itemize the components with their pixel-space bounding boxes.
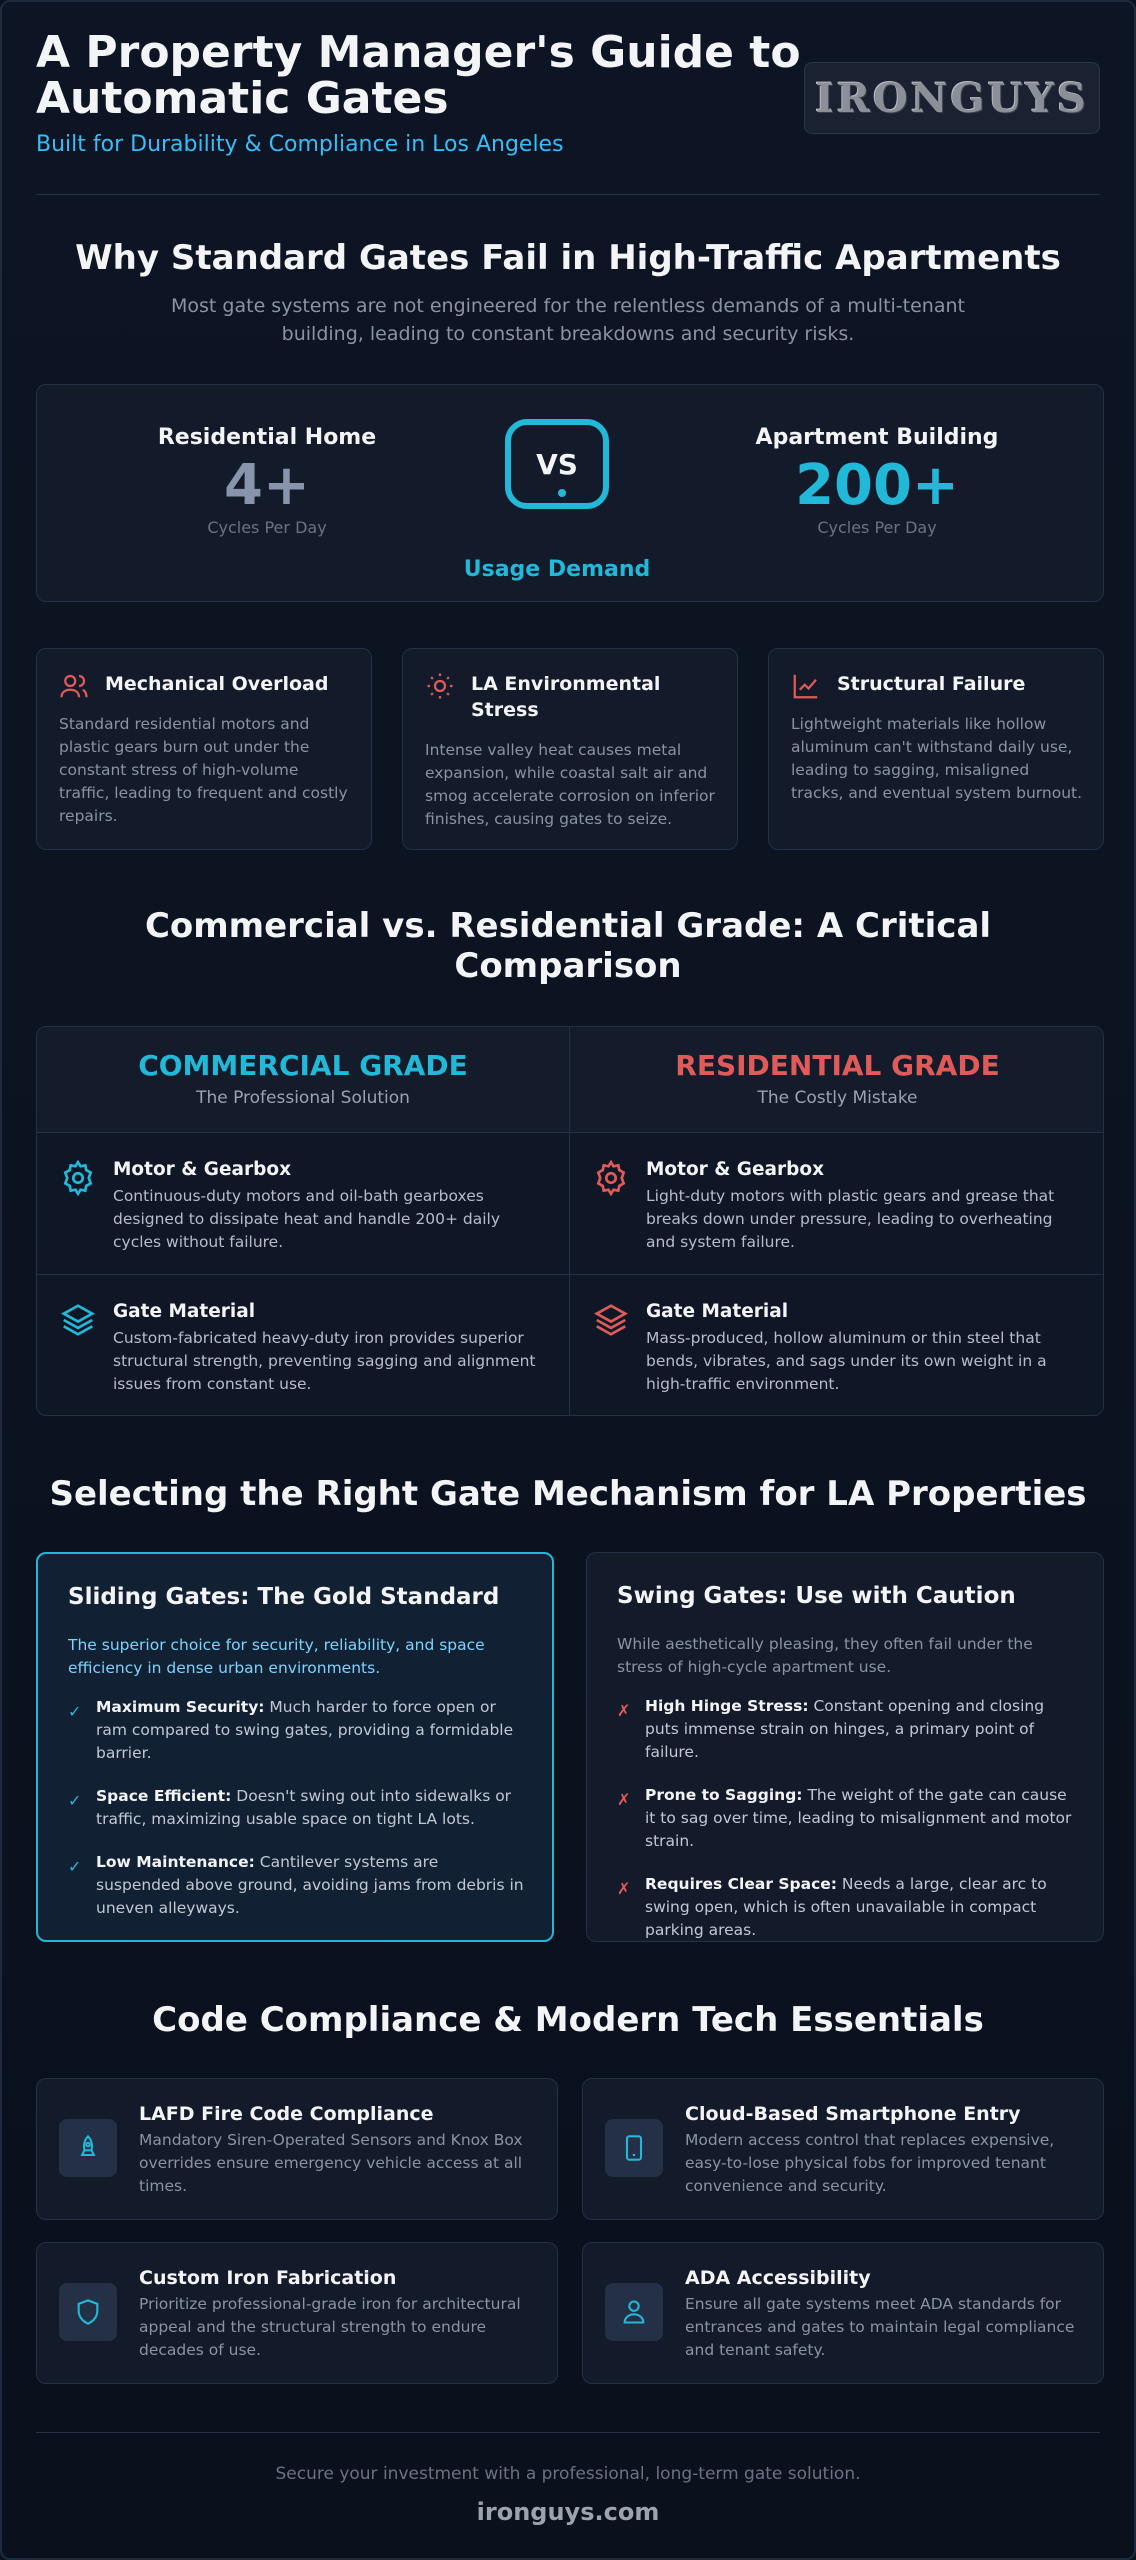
commercial-grade-label: COMMERCIAL GRADE [138, 1049, 468, 1082]
essential-card-ada [582, 2242, 1104, 2384]
list-item: ✓ Low Maintenance: Cantilever systems are suspended above ground, avoiding jams from debris in uneven alleyways. [68, 1853, 524, 1917]
swing-gates-intro: While aesthetically pleasing, they often fail under the stress of high-cycle apartment use. [617, 1635, 1033, 1676]
essential-card-text: Prioritize professional-grade iron for architectural appeal and the structural strength to endure decades of use. [139, 2295, 521, 2359]
list-item: ✗ Requires Clear Space: Needs a large, clear arc to swing open, which is often unavailable in compact parking areas. [617, 1875, 1047, 1939]
residential-tagline: The Costly Mistake [757, 1088, 918, 1108]
sliding-gates-intro: The superior choice for security, reliability, and space efficiency in dense urban environments. [68, 1636, 485, 1677]
essentials-section-title: Code Compliance & Modern Tech Essentials [152, 2000, 984, 2040]
usage-demand-card [36, 384, 1104, 602]
swing-gates-card [586, 1552, 1104, 1942]
failure-card-text: Lightweight materials like hollow aluminum can't withstand daily use, leading to sagging, misaligned tracks, and eventual system burnout. [791, 715, 1083, 802]
essential-card-title: Custom Iron Fabrication [139, 2267, 397, 2289]
check-icon: ✓ [68, 1791, 82, 1810]
failure-card-text: Standard residential motors and plastic gears burn out under the constant stress of high-volume traffic, leading to frequent and costly repairs. [59, 715, 348, 825]
comparison-section-title: Commercial vs. Residential Grade: A Critical Comparison [144, 906, 992, 986]
check-icon: ✓ [68, 1702, 82, 1721]
residential-material-row [570, 1275, 1104, 1416]
residential-usage-label: Residential Home [157, 425, 377, 450]
failure-card-title: Structural Failure [837, 673, 1026, 695]
comparison-table [36, 1026, 1104, 1416]
swing-gates-title: Swing Gates: Use with Caution [617, 1583, 1016, 1609]
list-item: ✗ Prone to Sagging: The weight of the gate can cause it to sag over time, leading to misalignment and motor strain. [617, 1786, 1072, 1850]
footer-website-link[interactable]: ironguys.com [476, 2498, 660, 2526]
list-item: ✓ Maximum Security: Much harder to force open or ram compared to swing gates, providing a formidable barrier. [68, 1698, 514, 1762]
commercial-header [37, 1027, 570, 1133]
mechanism-section-title: Selecting the Right Gate Mechanism for LA Properties [49, 1474, 1087, 1514]
row-text: Mass-produced, hollow aluminum or thin steel that bends, vibrates, and sags under its own weight in a high-traffic environment. [646, 1329, 1047, 1393]
apartment-usage-value: 200+ [795, 453, 959, 518]
person-icon [605, 2283, 663, 2341]
gear-icon [592, 1159, 630, 1197]
residential-grade-label: RESIDENTIAL GRADE [675, 1049, 1000, 1082]
failure-card-structural [768, 648, 1104, 850]
header-divider [36, 194, 1100, 195]
why-section-description: Most gate systems are not engineered for the relentless demands of a multi-tenant building, leading to constant breakdowns and security risks. [171, 295, 965, 345]
why-section-title: Why Standard Gates Fail in High-Traffic Apartments [75, 238, 1061, 278]
failure-card-mechanical [36, 648, 372, 850]
row-text: Custom-fabricated heavy-duty iron provides superior structural strength, preventing sagging and alignment issues from constant use. [113, 1329, 536, 1393]
row-title: Motor & Gearbox [113, 1159, 292, 1180]
ironguys-logo: IRONGUYS [804, 62, 1100, 134]
row-title: Gate Material [646, 1301, 789, 1322]
sun-icon [425, 671, 455, 701]
usage-demand-caption: Usage Demand [463, 557, 651, 582]
failure-card-title: Mechanical Overload [105, 673, 329, 695]
list-item: ✓ Space Efficient: Doesn't swing out into sidewalks or traffic, maximizing usable space on tight LA lots. [68, 1787, 512, 1828]
essential-card-text: Modern access control that replaces expensive, easy-to-lose physical fobs for improved tenant convenience and security. [685, 2131, 1055, 2195]
sliding-gates-list [68, 1696, 526, 1940]
vs-icon [505, 419, 609, 509]
page-title: A Property Manager's Guide to Automatic Gates [36, 27, 801, 124]
row-title: Gate Material [113, 1301, 256, 1322]
smartphone-icon [605, 2119, 663, 2177]
essential-card-fire-code [36, 2078, 558, 2220]
cross-icon: ✗ [617, 1790, 631, 1809]
commercial-tagline: The Professional Solution [196, 1088, 410, 1108]
row-text: Continuous-duty motors and oil-bath gearboxes designed to dissipate heat and handle 200+ daily cycles without failure. [113, 1187, 501, 1251]
cross-icon: ✗ [617, 1879, 631, 1898]
failure-card-text: Intense valley heat causes metal expansion, while coastal salt air and smog accelerate corrosion on inferior finishes, causing gates to seize. [425, 741, 715, 828]
residential-usage-value: 4+ [224, 453, 310, 518]
failure-card-environmental [402, 648, 738, 850]
footer-divider [36, 2432, 1100, 2433]
header [36, 27, 1100, 160]
residential-motor-row [570, 1133, 1104, 1275]
essential-card-text: Ensure all gate systems meet ADA standards for entrances and gates to maintain legal compliance and tenant safety. [685, 2295, 1075, 2359]
layers-icon [592, 1301, 630, 1339]
row-text: Light-duty motors with plastic gears and grease that breaks down under pressure, leading to overheating and system failure. [646, 1187, 1055, 1251]
failure-card-title: LA Environmental Stress [471, 673, 661, 721]
essential-card-smartphone [582, 2078, 1104, 2220]
commercial-material-row [37, 1275, 570, 1416]
essential-card-title: LAFD Fire Code Compliance [139, 2103, 434, 2125]
gear-icon [59, 1159, 97, 1197]
apartment-usage-unit: Cycles Per Day [817, 518, 937, 537]
shield-icon [59, 2283, 117, 2341]
check-icon: ✓ [68, 1857, 82, 1876]
essential-card-title: Cloud-Based Smartphone Entry [685, 2103, 1021, 2125]
sliding-gates-card [36, 1552, 554, 1942]
swing-gates-list [617, 1695, 1077, 1962]
layers-icon [59, 1301, 97, 1339]
chart-line-icon [791, 671, 821, 701]
apartment-usage-label: Apartment Building [755, 425, 999, 450]
residential-usage [107, 425, 427, 537]
row-title: Motor & Gearbox [646, 1159, 825, 1180]
rocket-icon [59, 2119, 117, 2177]
commercial-motor-row [37, 1133, 570, 1275]
users-icon [59, 671, 89, 701]
residential-usage-unit: Cycles Per Day [207, 518, 327, 537]
cross-icon: ✗ [617, 1701, 631, 1720]
residential-header [570, 1027, 1104, 1133]
apartment-usage [717, 425, 1037, 537]
vs-label: VS [536, 447, 578, 481]
essential-card-title: ADA Accessibility [685, 2267, 871, 2289]
list-item: ✗ High Hinge Stress: Constant opening and closing puts immense strain on hinges, a primary point of failure. [617, 1697, 1045, 1761]
sliding-gates-title: Sliding Gates: The Gold Standard [68, 1584, 500, 1610]
page-subtitle: Built for Durability & Compliance in Los Angeles [36, 132, 564, 157]
footer-cta: Secure your investment with a professional, long-term gate solution. [275, 2464, 861, 2484]
essential-card-text: Mandatory Siren-Operated Sensors and Knox Box overrides ensure emergency vehicle access at all times. [139, 2131, 523, 2195]
essential-card-iron [36, 2242, 558, 2384]
